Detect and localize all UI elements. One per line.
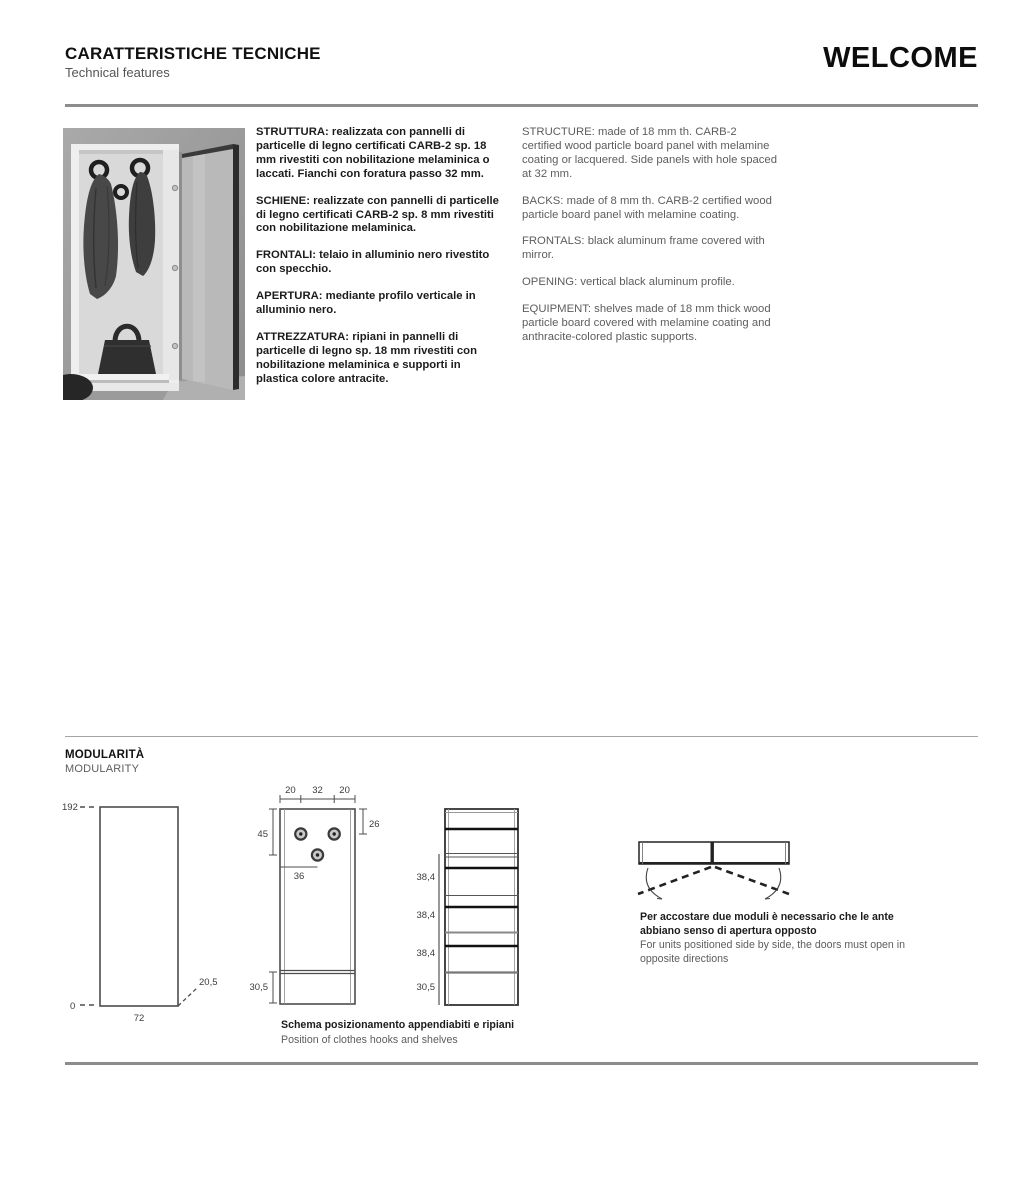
modularity-subtitle: MODULARITY (65, 763, 140, 775)
specs-english-column (522, 126, 778, 358)
dim-shelf-4: 30,5 (416, 982, 435, 993)
dim-height-bottom: 0 (70, 1001, 76, 1012)
left-dimension-line (269, 809, 277, 855)
doors-note-italian: Per accostare due moduli è necessario che le ante abbiano senso di apertura opposto (640, 911, 894, 937)
page-title: CARATTERISTICHE TECNICHE (65, 44, 321, 63)
modularity-title: MODULARITÀ (65, 749, 145, 761)
door-swing-lines (638, 867, 789, 899)
hooks-caption-italian: Schema posizionamento appendiabiti e ripiani (281, 1019, 515, 1031)
footer-divider (65, 1062, 978, 1065)
dim-height-top: 192 (62, 802, 78, 813)
door-opening-diagram (628, 835, 803, 907)
wardrobe-door-mirror (179, 144, 239, 390)
modularity-divider (65, 736, 978, 737)
dim-bottom-height: 30,5 (250, 982, 268, 993)
spec-en-backs: BACKS: made of 8 mm th. CARB-2 certified wood particle board panel with melamine coating. (522, 194, 772, 221)
bottom-dimension-line (269, 972, 277, 1003)
spec-en-opening: OPENING: vertical black aluminum profile. (522, 276, 735, 289)
spec-it-apertura: APERTURA: mediante profilo verticale in alluminio nero. (256, 290, 476, 317)
hooks-position-diagram (250, 782, 390, 1032)
hooks-unit-outline (280, 809, 355, 1004)
dim-depth: 20,5 (199, 977, 218, 988)
modules-top-view (639, 842, 789, 864)
spec-it-frontali: FRONTALI: telaio in alluminio nero rivestito con specchio. (256, 249, 490, 276)
dim-top-center: 32 (312, 785, 323, 796)
header-divider (65, 104, 978, 107)
doors-note (640, 911, 935, 966)
dim-shelf-3: 38,4 (416, 948, 435, 959)
top-dimension-line (280, 795, 355, 803)
dim-shelf-2: 38,4 (416, 910, 435, 921)
unit-outline (100, 807, 178, 1006)
doors-note-english: For units positioned side by side, the doors must open in opposite directions (640, 939, 905, 965)
dim-hook-left: 45 (257, 829, 268, 840)
spec-it-struttura: STRUTTURA: realizzata con pannelli di particelle di legno certificati CARB-2 sp. 18 mm rivestiti con nobilitazione melaminica o laccati. Fianchi con foratura passo 32 mm. (256, 126, 490, 180)
spec-en-structure: STRUCTURE: made of 18 mm th. CARB-2 certified wood particle board panel with melamine coating or lacquered. Side panels with hole spaced at 32 mm. (522, 126, 777, 180)
page-subtitle: Technical features (65, 65, 170, 80)
product-photo (63, 128, 245, 400)
spec-it-attrezzatura: ATTREZZATURA: ripiani in pannelli di particelle di legno sp. 18 mm rivestiti con nobilitazione melaminica e supporti in plastica colore antracite. (256, 330, 477, 385)
dim-hook-right: 26 (369, 819, 380, 830)
dim-top-right: 20 (339, 785, 350, 796)
hooks-caption-english: Position of clothes hooks and shelves (281, 1033, 458, 1046)
dim-top-left: 20 (285, 785, 296, 796)
right-dimension-line (359, 809, 367, 834)
depth-leader (178, 988, 197, 1006)
brand-name: WELCOME (823, 42, 978, 74)
dim-hook-offset: 36 (293, 871, 305, 882)
dim-shelf-1: 38,4 (416, 872, 435, 883)
spec-it-schiene: SCHIENE: realizzate con pannelli di particelle di legno certificati CARB-2 sp. 8 mm rivestiti con nobilitazione melaminica. (256, 194, 499, 235)
hooks-caption (281, 1019, 541, 1047)
shelves-spacing-diagram (398, 782, 533, 1032)
unit-dimensions-diagram (58, 782, 223, 1032)
dim-width: 72 (133, 1013, 145, 1024)
specs-italian-column (256, 126, 504, 400)
spec-en-frontals: FRONTALS: black aluminum frame covered with mirror. (522, 235, 765, 262)
spec-en-equipment: EQUIPMENT: shelves made of 18 mm thick wood particle board covered with melamine coating and anthracite-colored plastic supports. (522, 303, 771, 343)
